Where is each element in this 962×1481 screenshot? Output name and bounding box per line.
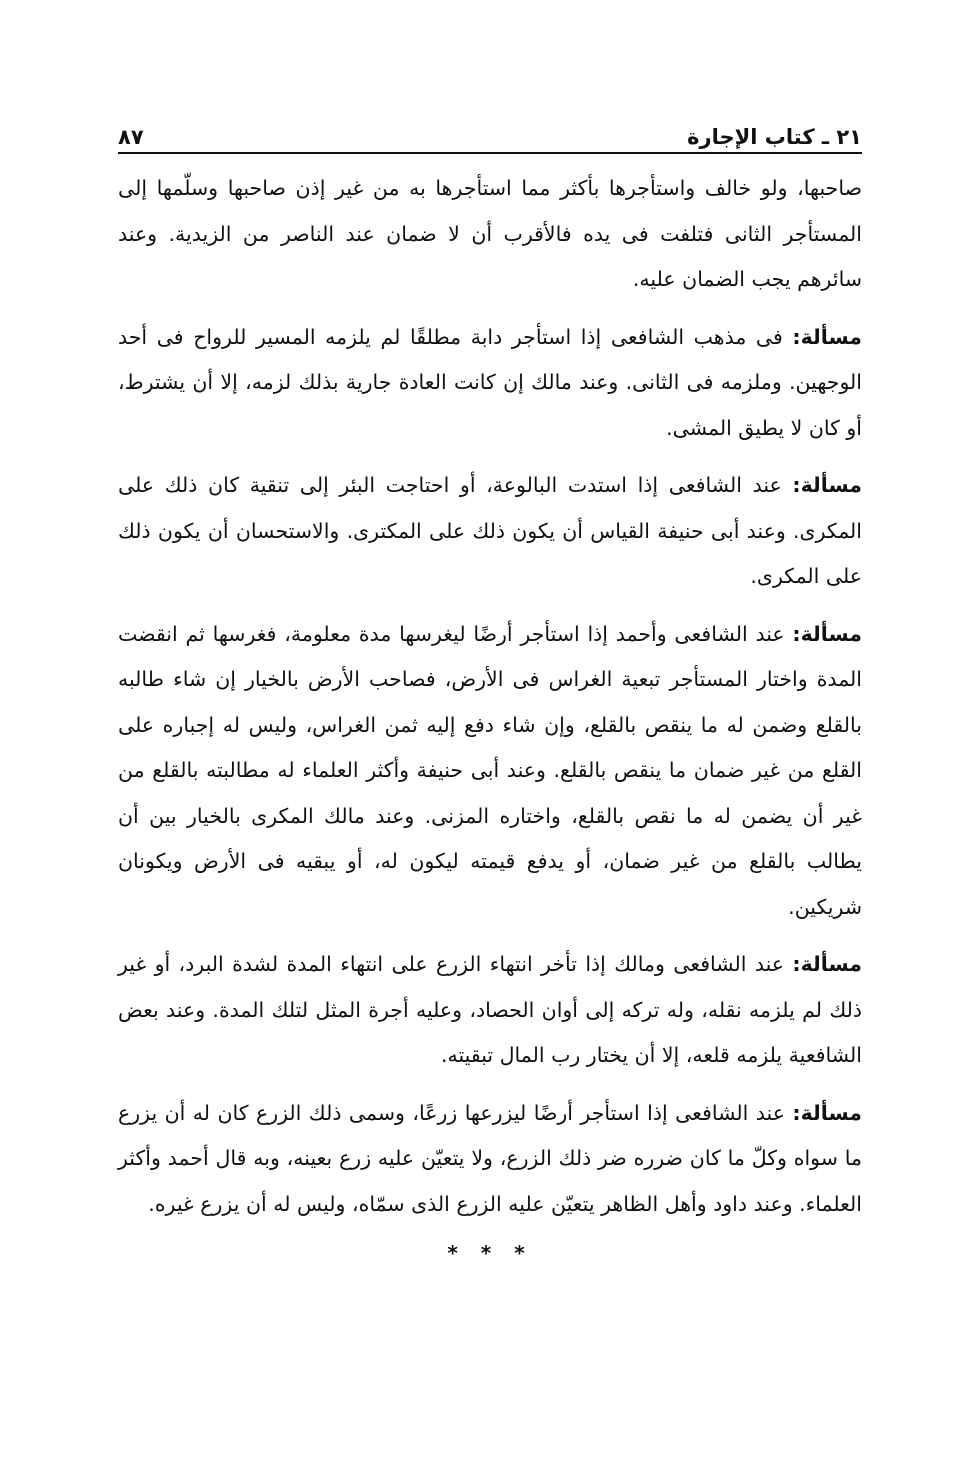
issue-label: مسألة: — [792, 1100, 862, 1125]
paragraph-text: عند الشافعى إذا استأجر أرضًا ليزرعها زرعًا، وسمى ذلك الزرع كان له أن يزرع ما سواه وكلّ ما كان ضرره ضر ذلك الزرع، ولا يتعيّن عليه زرع بعينه، وبه قال أحمد وأكثر العلماء. وعند داود وأهل الظاهر يتعيّن عليه الزرع الذى سمّاه، وليس له أن يزرع غيره. — [118, 1100, 862, 1216]
issue-label: مسألة: — [792, 952, 862, 976]
page-number: ٨٧ — [118, 125, 144, 149]
paragraph — [118, 315, 862, 452]
header-rule — [118, 152, 862, 154]
paragraph — [118, 463, 862, 600]
book-page — [118, 112, 862, 1265]
paragraph-text: صاحبها، ولو خالف واستأجرها بأكثر مما استأجرها به من غير إذن صاحبها وسلّمها إلى المستأجر الثانى فتلفت فى يده فالأقرب أن لا ضمان عند الناصر من الزيدية. وعند سائرهم يجب الضمان عليه. — [118, 176, 862, 291]
paragraph-text: عند الشافعى وأحمد إذا استأجر أرضًا ليغرسها مدة معلومة، فغرسها ثم انقضت المدة واختار المستأجر تبعية الغراس فى الأرض، فصاحب الأرض بالخيار إن شاء طالبه بالقلع وضمن له ما ينقص بالقلع، وإن شاء دفع إليه ثمن الغراس، وليس له إجباره على القلع من غير ضمان ما ينقص بالقلع. وعند أبى حنيفة وأكثر العلماء له مطالبته بالقلع من غير أن يضمن له ما نقص بالقلع، واختاره المزنى. وعند مالك المكرى بالخيار بين أن يطالب بالقلع من غير ضمان، أو يدفع قيمته ليكون له، أو يبقيه فى الأرض ويكونان شريكين. — [118, 621, 862, 919]
paragraph-text: فى مذهب الشافعى إذا استأجر دابة مطلقًا لم يلزمه المسير للرواح فى أحد الوجهين. وملزمه فى الثانى. وعند مالك إن كانت العادة جارية بذلك لزمه، إلا أن يشترط، أو كان لا يطيق المشى. — [118, 324, 862, 440]
section-end-ornament: * * * — [447, 1241, 533, 1265]
issue-label: مسألة: — [792, 324, 862, 349]
chapter-title: ٢١ ـ كتاب الإجارة — [687, 125, 862, 149]
running-header — [118, 112, 862, 148]
paragraph — [118, 942, 862, 1079]
paragraph-text: عند الشافعى ومالك إذا تأخر انتهاء الزرع على انتهاء المدة لشدة البرد، أو غير ذلك لم يلزمه نقله، وله تركه إلى أوان الحصاد، وعليه أجرة المثل لتلك المدة. وعند بعض الشافعية يلزمه قلعه، إلا أن يختار رب المال تبقيته. — [118, 952, 862, 1067]
paragraph — [118, 1091, 862, 1228]
issue-label: مسألة: — [792, 473, 862, 497]
paragraph — [118, 612, 862, 931]
paragraph-text: عند الشافعى إذا استدت البالوعة، أو احتاجت البئر إلى تنقية كان ذلك على المكرى. وعند أبى حنيفة القياس أن يكون ذلك على المكترى. والاستحسان أن يكون ذلك على المكرى. — [118, 473, 862, 588]
paragraph — [118, 166, 862, 303]
issue-label: مسألة: — [792, 621, 862, 646]
